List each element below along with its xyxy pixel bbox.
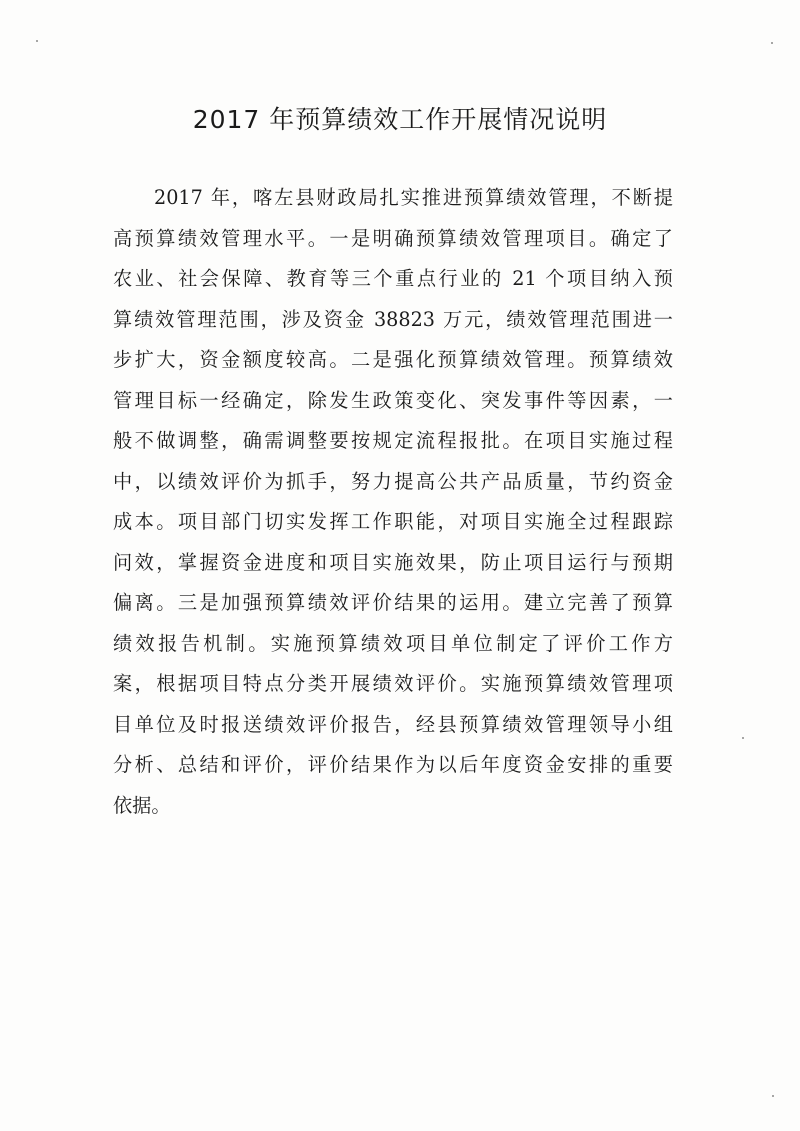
body-line: 中，以绩效评价为抓手，努力提高公共产品质量，节约资金: [113, 469, 673, 493]
body-line: 般不做调整，确需调整要按规定流程报批。在项目实施过程: [113, 429, 673, 452]
body-line: 步扩大，资金额度较高。二是强化预算绩效管理。预算绩效: [113, 348, 673, 371]
scan-speck: [742, 737, 744, 739]
scan-speck: [36, 40, 38, 42]
body-line: 偏离。三是加强预算绩效评价结果的运用。建立完善了预算: [113, 591, 673, 614]
scan-speck: [772, 1095, 774, 1097]
body-line: 分析、总结和评价，评价结果作为以后年度资金安排的重要: [113, 753, 673, 776]
body-line: 目单位及时报送绩效评价报告，经县预算绩效管理领导小组: [113, 712, 673, 736]
body-line: 算绩效管理范围，涉及资金 38823 万元，绩效管理范围进一: [113, 307, 673, 331]
body-line: 农业、社会保障、教育等三个重点行业的 21 个项目纳入预: [113, 267, 673, 290]
body-line: 案，根据项目特点分类开展绩效评价。实施预算绩效管理项: [113, 672, 673, 695]
document-body: [113, 178, 673, 826]
document-title: 2017 年预算绩效工作开展情况说明: [192, 105, 608, 134]
body-line: 2017 年，喀左县财政局扎实推进预算绩效管理，不断提: [154, 186, 673, 209]
scan-speck: [771, 42, 773, 44]
body-line: 依据。: [113, 793, 171, 817]
body-line: 成本。项目部门切实发挥工作职能，对项目实施全过程跟踪: [113, 510, 673, 533]
body-line: 绩效报告机制。实施预算绩效项目单位制定了评价工作方: [113, 631, 673, 655]
body-line: 问效，掌握资金进度和项目实施效果，防止项目运行与预期: [113, 550, 673, 574]
body-line: 管理目标一经确定，除发生政策变化、突发事件等因素，一: [113, 388, 673, 412]
body-line: 高预算绩效管理水平。一是明确预算绩效管理项目。确定了: [113, 226, 673, 250]
